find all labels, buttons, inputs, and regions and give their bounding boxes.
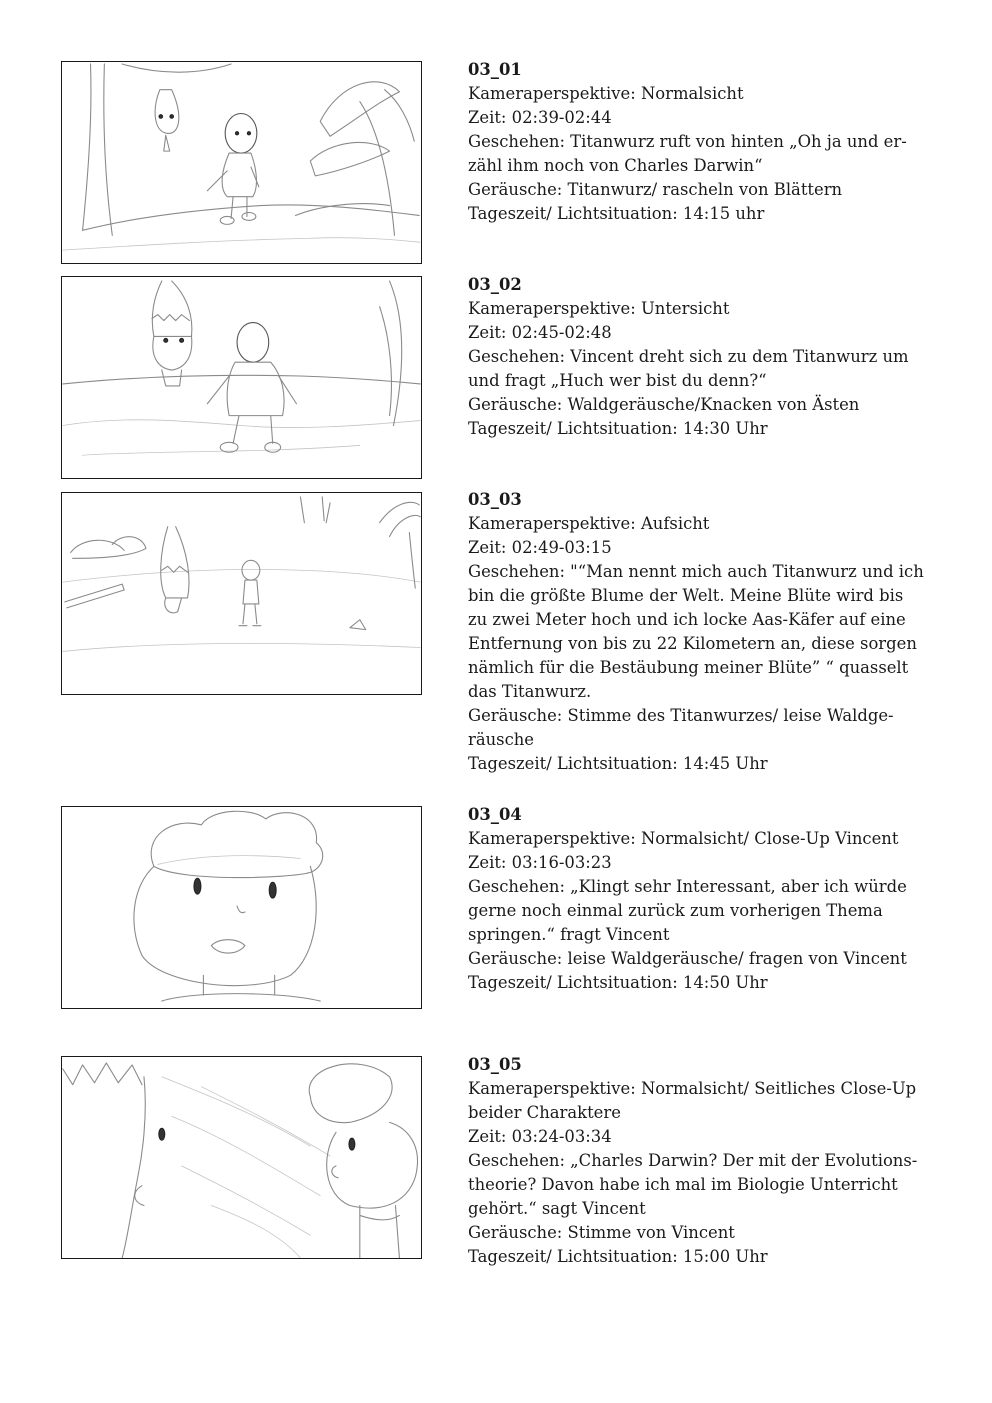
forest-sketch-image [62,62,421,263]
closeup-vincent-sketch-image [62,807,421,1008]
action-line: Entfernung von bis zu 22 Kilometern an, diese sorgen [468,634,917,653]
time-line: Zeit: 02:45-02:48 [468,323,612,342]
sound-line: Geräusche: Titanwurz/ rascheln von Blättern [468,180,843,199]
action-line: und fragt „Huch wer bist du denn?“ [468,371,767,390]
scene-id: 03_01 [468,60,522,79]
time-line: Zeit: 02:39-02:44 [468,108,612,127]
scene-id: 03_02 [468,275,522,294]
scene-id: 03_03 [468,490,522,509]
action-line: Geschehen: Vincent dreht sich zu dem Titanwurz um [468,347,909,366]
camera-perspective-line: Kameraperspektive: Normalsicht/ Seitliches Close-Up [468,1079,917,1098]
lighting-line: Tageszeit/ Lichtsituation: 14:50 Uhr [468,973,768,992]
sound-line: Geräusche: Stimme des Titanwurzes/ leise Waldge- [468,706,894,725]
scene-description-03-03 [468,488,938,776]
action-line: Geschehen: „Charles Darwin? Der mit der Evolutions- [468,1151,918,1170]
high-angle-sketch-image [62,493,421,694]
camera-perspective-line: Kameraperspektive: Normalsicht [468,84,744,103]
action-line: Geschehen: „Klingt sehr Interessant, aber ich würde [468,877,907,896]
action-line: nämlich für die Bestäubung meiner Blüte” “ quasselt [468,658,909,677]
camera-perspective-line: Kameraperspektive: Normalsicht/ Close-Up Vincent [468,829,899,848]
action-line: das Titanwurz. [468,682,592,701]
sketch-frame-03-03 [61,492,422,695]
lighting-line: Tageszeit/ Lichtsituation: 14:15 uhr [468,204,765,223]
scene-description-03-04 [468,803,938,995]
lighting-line: Tageszeit/ Lichtsituation: 14:30 Uhr [468,419,768,438]
scene-id: 03_05 [468,1055,522,1074]
action-line: gerne noch einmal zurück zum vorherigen Thema [468,901,883,920]
action-line: Geschehen: Titanwurz ruft von hinten „Oh ja und er- [468,132,907,151]
sound-line: räusche [468,730,535,749]
sound-line: Geräusche: Stimme von Vincent [468,1223,735,1242]
action-line: gehört.“ sagt Vincent [468,1199,646,1218]
action-line: Geschehen: "“Man nennt mich auch Titanwurz und ich [468,562,924,581]
action-line: zähl ihm noch von Charles Darwin“ [468,156,763,175]
time-line: Zeit: 03:24-03:34 [468,1127,612,1146]
scene-description-03-02 [468,273,938,441]
action-line: bin die größte Blume der Welt. Meine Blüte wird bis [468,586,904,605]
sketch-frame-03-02 [61,276,422,479]
lighting-line: Tageszeit/ Lichtsituation: 15:00 Uhr [468,1247,768,1266]
scene-description-03-05 [468,1053,938,1269]
action-line: theorie? Davon habe ich mal im Biologie Unterricht [468,1175,898,1194]
sketch-frame-03-05 [61,1056,422,1259]
side-closeup-sketch-image [62,1057,421,1258]
camera-perspective-line: Kameraperspektive: Untersicht [468,299,730,318]
lighting-line: Tageszeit/ Lichtsituation: 14:45 Uhr [468,754,768,773]
action-line: zu zwei Meter hoch und ich locke Aas-Käfer auf eine [468,610,906,629]
sketch-frame-03-04 [61,806,422,1009]
camera-perspective-line: beider Charaktere [468,1103,621,1122]
time-line: Zeit: 02:49-03:15 [468,538,612,557]
scene-description-03-01 [468,58,938,226]
sound-line: Geräusche: Waldgeräusche/Knacken von Ästen [468,395,860,414]
action-line: springen.“ fragt Vincent [468,925,670,944]
scene-id: 03_04 [468,805,522,824]
camera-perspective-line: Kameraperspektive: Aufsicht [468,514,710,533]
sketch-frame-03-01 [61,61,422,264]
sound-line: Geräusche: leise Waldgeräusche/ fragen von Vincent [468,949,907,968]
low-angle-sketch-image [62,277,421,478]
time-line: Zeit: 03:16-03:23 [468,853,612,872]
